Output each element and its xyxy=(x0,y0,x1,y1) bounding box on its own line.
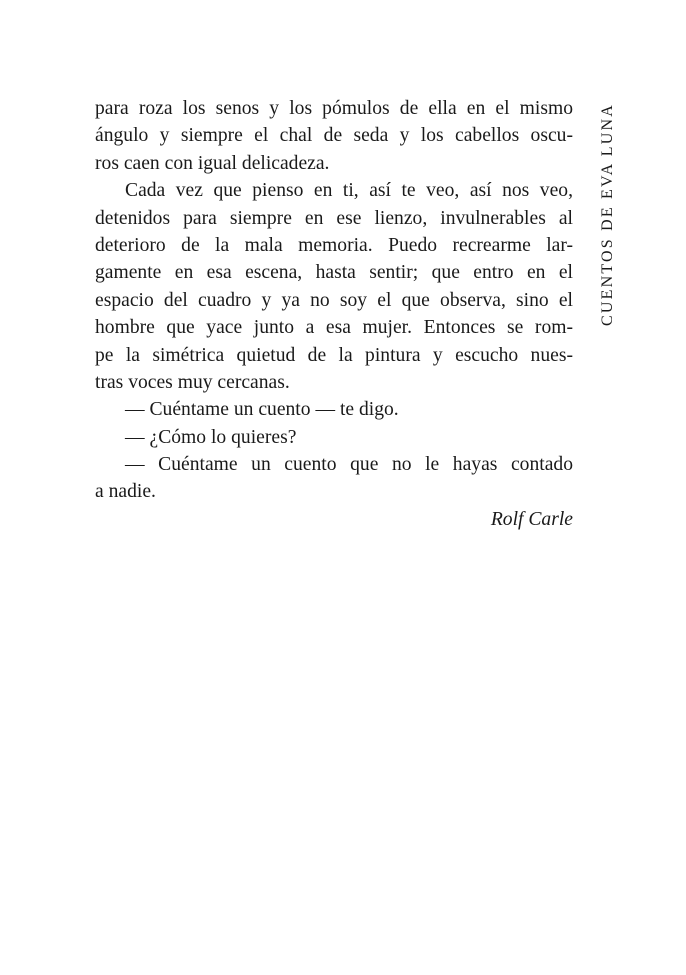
text-line: ros caen con igual delicadeza. xyxy=(95,152,330,174)
text-line: espacio del cuadro y ya no soy el que observa, sino el xyxy=(95,289,573,311)
body-text xyxy=(95,95,573,533)
text-line: pe la simétrica quietud de la pintura y escucho nues- xyxy=(95,344,573,366)
text-line: para roza los senos y los pómulos de ella en el mismo xyxy=(95,98,573,119)
dialogue-line: — ¿Cómo lo quieres? xyxy=(125,426,297,448)
text-line: Cada vez que pienso en ti, así te veo, así nos veo, xyxy=(125,180,573,202)
running-head: CUENTOS DE EVA LUNA xyxy=(599,103,616,326)
text-line: hombre que yace junto a esa mujer. Entonces se rom- xyxy=(95,317,573,339)
dialogue-line: — Cuéntame un cuento que no le hayas contado xyxy=(125,454,573,476)
text-line: tras voces muy cercanas. xyxy=(95,371,290,393)
dialogue-line: — Cuéntame un cuento — te digo. xyxy=(125,399,399,421)
text-line: detenidos para siempre en ese lienzo, invulnerables al xyxy=(95,207,573,229)
dialogue-line: a nadie. xyxy=(95,481,156,503)
text-line: ángulo y siempre el chal de seda y los cabellos oscu- xyxy=(95,125,573,147)
text-line: deterioro de la mala memoria. Puedo recrearme lar- xyxy=(95,234,573,256)
text-line: gamente en esa escena, hasta sentir; que entro en el xyxy=(95,262,573,284)
signature: Rolf Carle xyxy=(490,508,573,530)
